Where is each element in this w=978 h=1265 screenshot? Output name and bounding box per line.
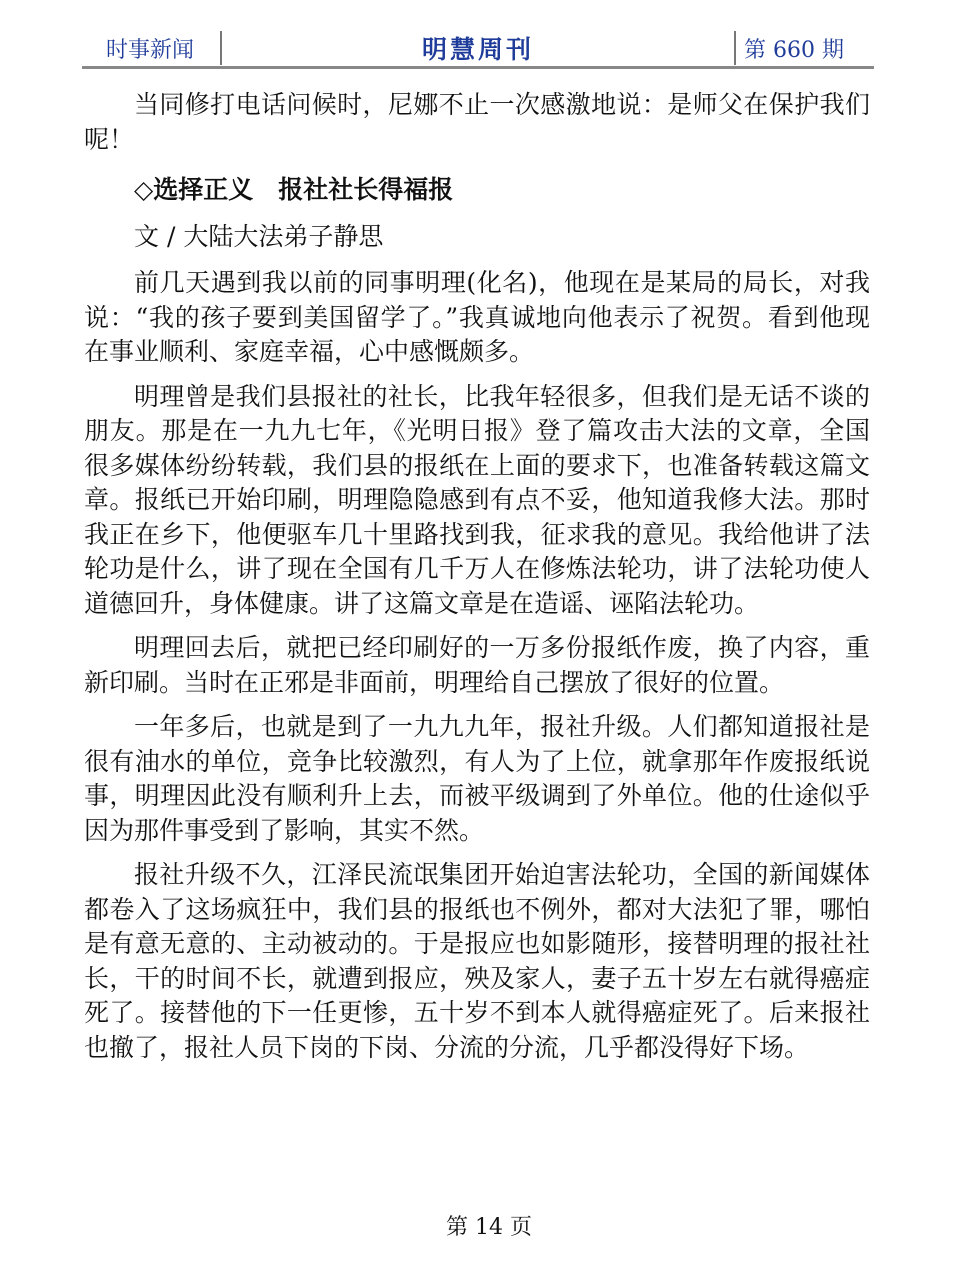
paragraph: 明理回去后，就把已经印刷好的一万多份报纸作废，换了内容，重新印刷。当时在正邪是非面前，明理给自己摆放了很好的位置。	[84, 633, 870, 697]
header-rule	[82, 66, 874, 69]
header-divider	[734, 31, 736, 65]
section-label: 时事新闻	[106, 38, 195, 63]
paragraph: 报社升级不久，江泽民流氓集团开始迫害法轮功，全国的新闻媒体都卷入了这场疯狂中，我们县的报纸也不例外，都对大法犯了罪，哪怕是有意无意的、主动被动的。于是报应也如影随形，接替明理的报社社长，干的时间不长，就遭到报应，殃及家人，妻子五十岁左右就得癌症死了。接替他的下一任更惨，五十岁不到本人就得癌症死了。后来报社也撤了，报社人员下岗的下岗、分流的分流，几乎都没得好下场。	[84, 860, 870, 1062]
article-body	[84, 88, 870, 1075]
article-byline: 文 / 大陆大法弟子静思	[134, 221, 384, 251]
issue-number: 第 660 期	[744, 38, 844, 63]
article-title: ◇选择正义 报社社长得福报	[134, 175, 454, 204]
paragraph: 明理曾是我们县报社的社长，比我年轻很多，但我们是无话不谈的朋友。那是在一九九七年，《光明日报》登了篇攻击大法的文章，全国很多媒体纷纷转载，我们县的报纸在上面的要求下，也准备转载这篇文章。报纸已开始印刷，明理隐隐感到有点不妥，他知道我修大法。那时我正在乡下，他便驱车几十里路找到我，征求我的意见。我给他讲了法轮功是什么，讲了现在全国有几千万人在修炼法轮功，讲了法轮功使人道德回升，身体健康。讲了这篇文章是在造谣、诬陷法轮功。	[84, 381, 870, 618]
page-number: 第 14 页	[446, 1215, 532, 1240]
paragraph: 前几天遇到我以前的同事明理(化名)，他现在是某局的局长，对我说：“我的孩子要到美国留学了。”我真诚地向他表示了祝贺。看到他现在事业顺利、家庭幸福，心中感慨颇多。	[84, 268, 870, 366]
paragraph: 一年多后，也就是到了一九九九年，报社升级。人们都知道报社是很有油水的单位，竞争比较激烈，有人为了上位，就拿那年作废报纸说事，明理因此没有顺利升上去，而被平级调到了外单位。他的仕途似乎因为那件事受到了影响，其实不然。	[84, 712, 870, 845]
publication-title: 明慧周刊	[421, 35, 534, 64]
intro-paragraph: 当同修打电话问候时，尼娜不止一次感激地说：是师父在保护我们呢！	[84, 90, 870, 154]
page-header	[82, 30, 874, 68]
